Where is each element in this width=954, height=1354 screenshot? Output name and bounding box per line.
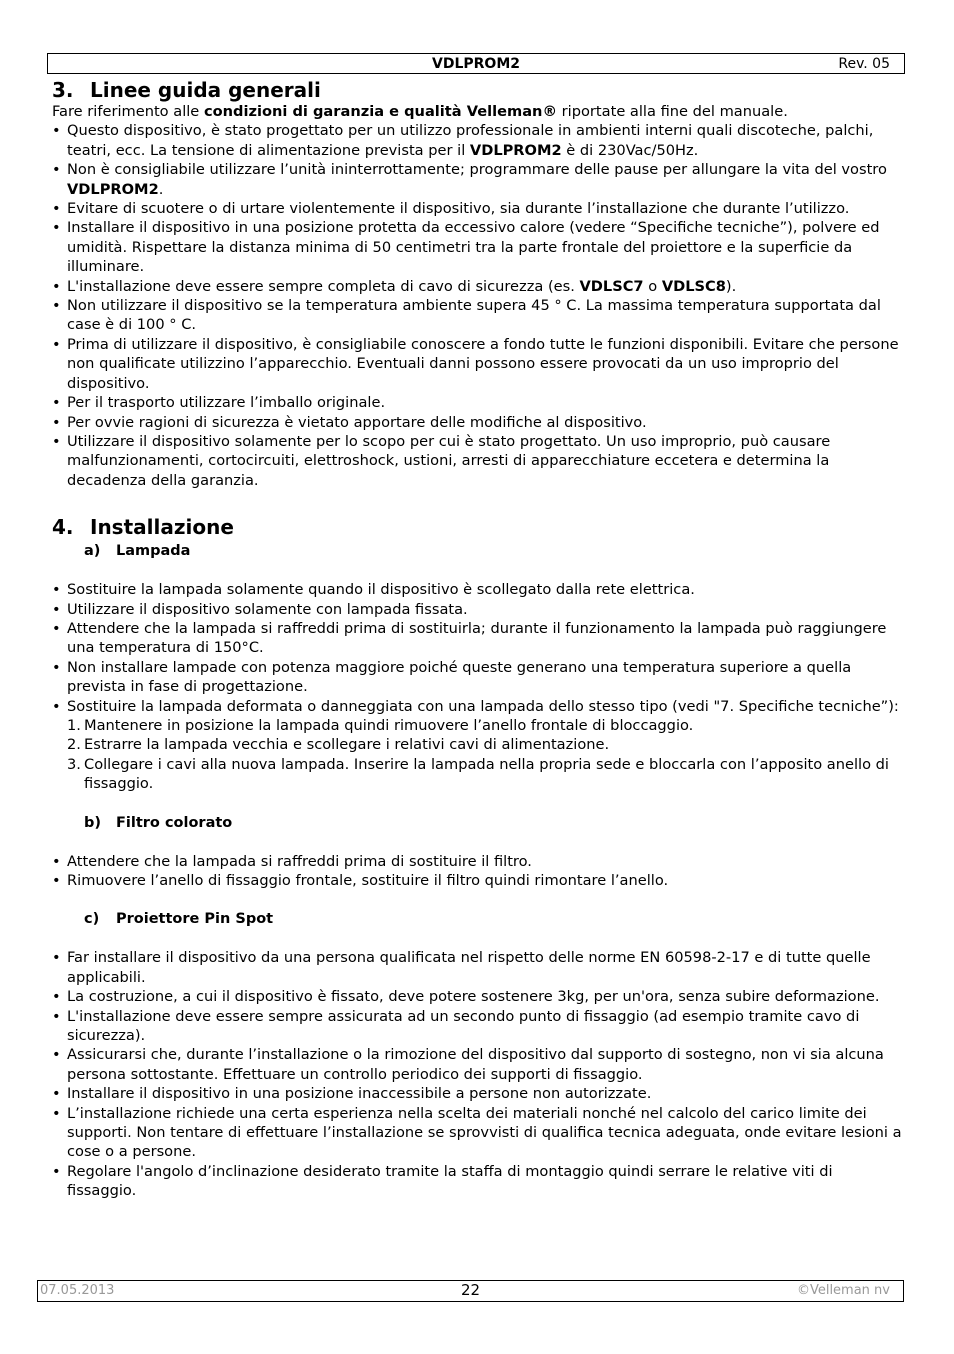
spacer [52, 890, 904, 909]
list-item: • Utilizzare il dispositivo solamente per lo scopo per cui è stato progettato. Un uso improprio, può causare malfunzionamenti, cortocircuiti, elettroshock, ustioni, arresti di apparecchiature eccetera e determina la decadenza della garanzia. [52, 432, 904, 490]
list-bold: VDLSC7 [579, 277, 644, 295]
intro-text-end: riportate alla fine del manuale. [557, 103, 788, 120]
subsection-a-steps [52, 716, 904, 794]
footer-copyright: ©Velleman nv [796, 1283, 890, 1298]
list-text: L'installazione deve essere sempre completa di cavo di sicurezza (es. [67, 277, 580, 295]
header-model: VDLPROM2 [432, 56, 520, 72]
section-4-number: 4. [52, 515, 74, 540]
subsection-c-heading [52, 909, 904, 929]
section-3-number: 3. [52, 78, 74, 102]
list-item: • Evitare di scuotere o di urtare violentemente il dispositivo, sia durante l’installazione che durante l’utilizzo. [52, 199, 904, 218]
list-text: Non è consigliabile utilizzare l’unità ininterrottamente; programmare delle pause per allungare la vita del vostro [67, 161, 887, 179]
list-item: • Per ovvie ragioni di sicurezza è vietato apportare delle modifiche al dispositivo. [52, 413, 904, 432]
step-item [67, 735, 904, 754]
page-footer [37, 1280, 904, 1302]
step-number: 2. [67, 736, 81, 754]
list-text: è di 230Vac/50Hz. [561, 141, 699, 159]
section-4-heading [52, 515, 904, 539]
subsection-c-list [52, 948, 904, 1200]
page-number: 22 [460, 1281, 481, 1299]
list-text: . [158, 180, 164, 198]
list-item: • L'installazione deve essere sempre assicurata ad un secondo punto di fissaggio (ad esempio tramite cavo di sicurezza). [52, 1007, 904, 1046]
list-item: • Rimuovere l’anello di fissaggio frontale, sostituire il filtro quindi rimontare l’anello. [52, 871, 904, 890]
list-item [52, 277, 904, 296]
section-3-title: Linee guida generali [90, 78, 321, 102]
list-item: • Far installare il dispositivo da una persona qualificata nel rispetto delle norme EN 60598-2-17 e di tutte quelle applicabili. [52, 948, 904, 987]
list-item: • L’installazione richiede una certa esperienza nella scelta dei materiali nonché nel calcolo del carico limite dei supporti. Non tentare di effettuare l’installazione se sprovvisti di qualifica tecnica adeguata, onde evitare lesioni a cose o a persone. [52, 1104, 904, 1162]
page-content [52, 78, 904, 1201]
list-text: ). [725, 277, 737, 295]
step-text: Collegare i cavi alla nuova lampada. Inserire la lampada nella propria sede e bloccarla con l’apposito anello di fissaggio. [84, 755, 889, 793]
list-item: • Prima di utilizzare il dispositivo, è consigliabile conoscere a fondo tutte le funzioni disponibili. Evitare che persone non qualificate utilizzino l’apparecchio. Eventuali danni possono essere provocati da un uso improprio del dispositivo. [52, 335, 904, 393]
subsection-a-heading [52, 541, 904, 561]
list-item: • Attendere che la lampada si raffreddi prima di sostituirla; durante il funzionamento la lampada può raggiungere una temperatura di 150°C. [52, 619, 904, 658]
section-4-title: Installazione [90, 515, 234, 540]
intro-bold: condizioni di garanzia e qualità Velleman® [203, 103, 558, 120]
list-item [52, 160, 904, 199]
section-3-intro [52, 102, 904, 121]
step-text: Estrarre la lampada vecchia e scollegare i relativi cavi di alimentazione. [84, 736, 610, 754]
spacer [52, 833, 904, 852]
list-bold: VDLPROM2 [67, 180, 159, 198]
list-item [52, 121, 904, 160]
header-revision: Rev. 05 [838, 56, 890, 72]
subsection-b-list [52, 852, 904, 891]
subsection-a-list [52, 580, 904, 716]
section-3-list [52, 121, 904, 490]
section-3-heading [52, 78, 904, 102]
step-number: 3. [67, 755, 81, 773]
list-item: • Per il trasporto utilizzare l’imballo originale. [52, 393, 904, 412]
step-text: Mantenere in posizione la lampada quindi rimuovere l’anello frontale di bloccaggio. [84, 716, 694, 734]
list-text: o [643, 277, 662, 295]
list-item: • Non installare lampade con potenza maggiore poiché queste generano una temperatura superiore a quella prevista in fase di progettazione. [52, 658, 904, 697]
subsection-c-number: c) [84, 911, 100, 928]
list-item: • Sostituire la lampada solamente quando il dispositivo è scollegato dalla rete elettrica. [52, 580, 904, 599]
page-header [47, 53, 905, 74]
list-item: • La costruzione, a cui il dispositivo è fissato, deve potere sostenere 3kg, per un'ora, senza subire deformazione. [52, 987, 904, 1006]
list-item: • Regolare l'angolo d’inclinazione desiderato tramite la staffa di montaggio quindi serrare le relative viti di fissaggio. [52, 1162, 904, 1201]
spacer [52, 561, 904, 580]
spacer [52, 490, 904, 509]
subsection-b-title: Filtro colorato [116, 814, 233, 831]
spacer [52, 794, 904, 813]
list-item: • Non utilizzare il dispositivo se la temperatura ambiente supera 45 ° C. La massima temperatura supportata dal case è di 100 ° C. [52, 296, 904, 335]
footer-date: 07.05.2013 [40, 1283, 115, 1298]
subsection-a-title: Lampada [116, 543, 191, 560]
step-number: 1. [67, 716, 81, 734]
intro-text: Fare riferimento alle [52, 103, 204, 120]
list-bold: VDLSC8 [661, 277, 726, 295]
spacer [52, 929, 904, 948]
step-item [67, 755, 904, 794]
subsection-b-number: b) [84, 814, 102, 831]
list-item: • Installare il dispositivo in una posizione inaccessibile a persone non autorizzate. [52, 1084, 904, 1103]
list-item: • Attendere che la lampada si raffreddi prima di sostituire il filtro. [52, 852, 904, 871]
subsection-b-heading [52, 813, 904, 833]
list-item: • Installare il dispositivo in una posizione protetta da eccessivo calore (vedere “Specifiche tecniche”), polvere ed umidità. Rispettare la distanza minima di 50 centimetri tra la parte frontale del proiettore e la superficie da illuminare. [52, 218, 904, 276]
list-item: • Utilizzare il dispositivo solamente con lampada fissata. [52, 600, 904, 619]
list-text: Questo dispositivo, è stato progettato per un utilizzo professionale in ambienti interni quali discoteche, palchi, teatri, ecc. La tensione di alimentazione prevista per il [67, 122, 874, 159]
subsection-a-number: a) [84, 543, 101, 560]
list-item: • Assicurarsi che, durante l’installazione o la rimozione del dispositivo dal supporto di sostegno, non vi sia alcuna persona sottostante. Effettuare un controllo periodico dei supporti di fissaggio. [52, 1045, 904, 1084]
list-bold: VDLPROM2 [469, 141, 562, 159]
subsection-c-title: Proiettore Pin Spot [116, 911, 274, 928]
list-item: • Sostituire la lampada deformata o danneggiata con una lampada dello stesso tipo (vedi "7. Specifiche tecniche”): [52, 697, 904, 716]
step-item [67, 716, 904, 735]
